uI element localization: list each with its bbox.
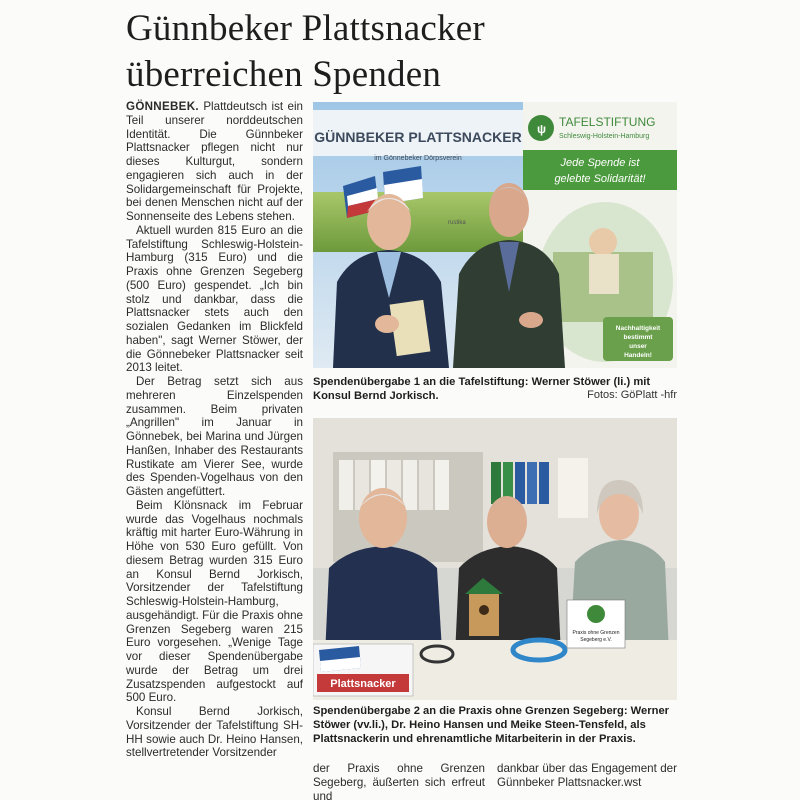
tafel-logo-name: TAFELSTIFTUNG [559,115,656,129]
banner-subtitle: im Gönnebeker Dörpsverein [374,155,462,162]
sign-line-3: unser [629,343,647,350]
paragraph-2: Aktuell wurden 815 Euro an die Tafelstiftung Schleswig-Holstein-Hamburg (315 Euro) und die Praxis ohne Grenzen Segeberg (500 Euro) gespendet. „Ich bin stolz und dankbar, dass die Plattsnacker stets auch den sozialen Gedanken im Blickfeld haben", sagt Werner Stöwer, der die Gönnebeker Plattsnacker seit 2013 leitet. [126,223,303,375]
praxis-logo-icon [587,605,605,623]
paragraph-4: Beim Klönsnack im Februar wurde das Vogelhaus nochmals kräftig mit harter Euro-Währung in Höhe von 530 Euro gefüllt. Von diesem Betrag wurden 315 Euro an Konsul Bernd Jorkisch, Vorsitzender der Tafelstiftung Schleswig-Holstein-Hamburg, ausgehändigt. Für die Praxis ohne Grenzen Segeberg waren 215 Euro vorgesehen. „Wenige Tage vor dieser Spendenübergabe wurde der Betrag um drei Zusatzspenden aufgestockt auf 500 Euro. [126,498,303,705]
article-column-left [126,100,303,760]
banner-url: rustika [448,220,466,226]
praxis-sign-line-1: Praxis ohne Grenzen [572,630,620,636]
photo-donation-2 [313,418,677,700]
slogan-line-2: gelebte Solidarität! [554,173,646,185]
headline-line-2: überreichen Spenden [126,54,442,95]
article-column-right [497,762,677,790]
author-signature: wst [623,775,642,789]
svg-text:ψ: ψ [537,122,547,136]
dateline: GÖNNEBEK. [126,100,199,113]
sign-line-2: bestimmt [623,334,653,341]
paragraph-1-text: Plattdeutsch ist ein Teil unserer norddeutschen Identität. Die Günnbeker Plattsnacker pflegen nicht nur dieses Kulturgut, sondern engagieren sich auch in der Solidargemeinschaft für Projekte, bei denen Menschen nicht auf der Sonnenseite des Lebens stehen. [126,100,303,223]
photo-2-image [313,418,677,700]
sign-line-4: Handeln! [624,352,652,359]
praxis-sign-line-2: Segeberg e.V. [580,637,612,643]
paragraph-3: Der Betrag setzt sich aus mehreren Einzelspenden zusammen. Beim privaten „Angrillen" im Januar in Gönnebek, bei Marina und Jürgen Hanßen, Inhaber des Restaurants Rustikate am Vierer See, wurde des Spenden-Vogelhaus von den Gästen angefüttert. [126,375,303,498]
paragraph-5: Konsul Bernd Jorkisch, Vorsitzender der Tafelstiftung SH-HH sowie auch Dr. Heino Hansen, stellvertretender Vorsitzender [126,705,303,760]
photo-credit: Fotos: GöPlatt -hfr [587,389,677,401]
photo-1-image [313,102,677,368]
article-headline [126,6,686,98]
sign-line-1: Nachhaltigkeit [615,325,661,332]
banner-plattsnacker: Plattsnacker [330,678,396,690]
photo-2-caption: Spendenübergabe 2 an die Praxis ohne Grenzen Segeberg: Werner Stöwer (vv.li.), Dr. Heino Hansen und Meike Steen-Tensfeld, als Plattsnackerin und ehrenamtliche Mitarbeiterin in der Praxis. [313,705,670,745]
paragraph-1 [126,100,303,224]
tafel-logo-sub: Schleswig-Holstein-Hamburg [559,133,650,140]
photo-donation-1 [313,102,677,368]
photo-1-caption: Spendenübergabe 1 an die Tafelstiftung: Werner Stöwer (li.) mit Konsul Bernd Jorkisch. [313,376,651,402]
article-column-middle: der Praxis ohne Grenzen Segeberg, äußerten sich erfreut und [313,762,485,803]
closing-text: dankbar über das Engagement der Günnbeker Plattsnacker. [497,762,677,789]
slogan-line-1: Jede Spende ist [560,157,640,169]
headline-line-1: Günnbeker Plattsnacker [126,8,485,49]
banner-title: GÜNNBEKER PLATTSNACKER [314,129,522,145]
